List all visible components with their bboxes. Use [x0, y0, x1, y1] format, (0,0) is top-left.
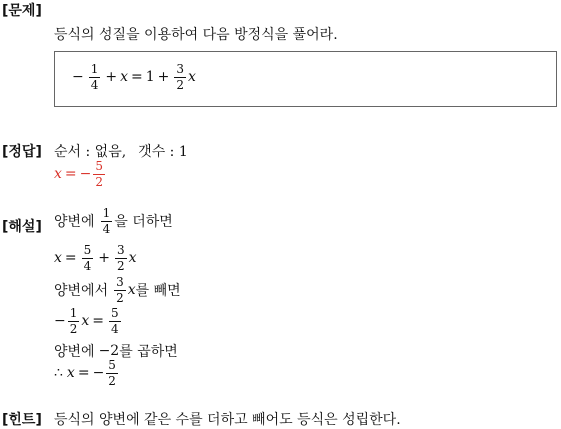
- line3-fraction: [114, 276, 126, 304]
- explanation-line-2: [54, 244, 137, 272]
- line2-fraction-1: [82, 244, 94, 272]
- line3-denominator: 2: [116, 290, 124, 305]
- solution-fraction: [93, 160, 105, 188]
- explanation-line-3: [54, 276, 181, 304]
- eq-fraction-1: [89, 63, 101, 91]
- line6-denominator: 2: [108, 373, 116, 388]
- line3-prefix: 양변에서: [54, 283, 109, 300]
- problem-equation: [69, 63, 196, 91]
- line6-numerator: 5: [108, 358, 116, 372]
- line6-fraction: [106, 359, 118, 387]
- line6-minus: −: [92, 365, 105, 382]
- hint-text: 등식의 양변에 같은 수를 더하고 빼어도 등식은 성립한다.: [54, 412, 401, 428]
- line2-equals: =: [64, 250, 77, 267]
- eq-fraction-2-denominator: 2: [176, 77, 185, 92]
- answer-count: 갯수 : 1: [138, 144, 188, 160]
- line5-suffix: 를 곱하면: [119, 344, 178, 360]
- line3-suffix: 를 빼면: [135, 283, 181, 300]
- eq-fraction-1-numerator: 1: [90, 62, 99, 76]
- eq-equals: =: [131, 69, 143, 86]
- line2-fraction-2-numerator: 3: [117, 243, 125, 257]
- line2-fraction-2-denominator: 2: [117, 258, 125, 273]
- explanation-label: [해설]: [2, 219, 42, 235]
- line2-fraction-1-denominator: 4: [83, 258, 92, 273]
- answer-order: 순서 : 없음,: [54, 144, 127, 160]
- solution-denominator: 2: [95, 174, 104, 189]
- answer-meta: [54, 141, 188, 161]
- eq-plus-2: +: [157, 69, 170, 86]
- solution-numerator: 5: [95, 159, 104, 173]
- answer-solution: [54, 160, 107, 188]
- line4-variable-x: x: [81, 313, 90, 330]
- line2-fraction-1-numerator: 5: [83, 243, 92, 257]
- line3-variable-x: x: [127, 282, 136, 299]
- solution-equals: =: [64, 166, 77, 183]
- line1-suffix: 을 더하면: [114, 214, 173, 231]
- explanation-line-1: [54, 207, 173, 235]
- eq-variable-x: x: [120, 69, 129, 86]
- eq-fraction-1-denominator: 4: [90, 77, 99, 92]
- line4-minus: −: [54, 313, 66, 330]
- line4-fraction-2-denominator: 4: [111, 321, 119, 336]
- line4-equals: =: [92, 313, 105, 330]
- line1-fraction: [101, 207, 113, 235]
- line2-variable-x: x: [54, 250, 62, 267]
- eq-minus: −: [72, 69, 84, 86]
- line2-plus: +: [98, 250, 111, 267]
- line6-therefore: ∴: [54, 365, 63, 382]
- line4-fraction-1-denominator: 2: [69, 321, 78, 336]
- explanation-line-4: [54, 307, 123, 335]
- hint-label: [힌트]: [2, 412, 42, 428]
- line5-value: −2: [98, 343, 120, 359]
- line4-fraction-1: [68, 307, 80, 335]
- problem-label: [문제]: [2, 3, 42, 19]
- solution-minus: −: [79, 166, 92, 183]
- answer-label: [정답]: [2, 144, 42, 160]
- line4-fraction-1-numerator: 1: [69, 306, 78, 320]
- line6-variable-x: x: [66, 365, 75, 382]
- line3-numerator: 3: [116, 275, 124, 289]
- line4-fraction-2: [109, 307, 121, 335]
- eq-variable-x-2: x: [188, 69, 196, 86]
- eq-plus-1: +: [105, 69, 118, 86]
- line1-prefix: 양변에: [54, 214, 95, 231]
- line2-fraction-2: [115, 244, 127, 272]
- line6-equals: =: [77, 365, 90, 382]
- line2-variable-x-2: x: [128, 250, 137, 267]
- eq-fraction-2-numerator: 3: [176, 62, 185, 76]
- line1-denominator: 4: [102, 221, 111, 236]
- equation-box: [54, 51, 557, 107]
- explanation-line-6: [54, 359, 120, 387]
- solution-variable-x: x: [54, 166, 62, 183]
- line1-numerator: 1: [102, 206, 111, 220]
- eq-one: 1: [145, 69, 155, 86]
- line5-prefix: 양변에: [54, 344, 95, 360]
- problem-instruction: 등식의 성질을 이용하여 다음 방정식을 풀어라.: [54, 27, 338, 43]
- line4-fraction-2-numerator: 5: [111, 306, 119, 320]
- eq-fraction-2: [174, 63, 186, 91]
